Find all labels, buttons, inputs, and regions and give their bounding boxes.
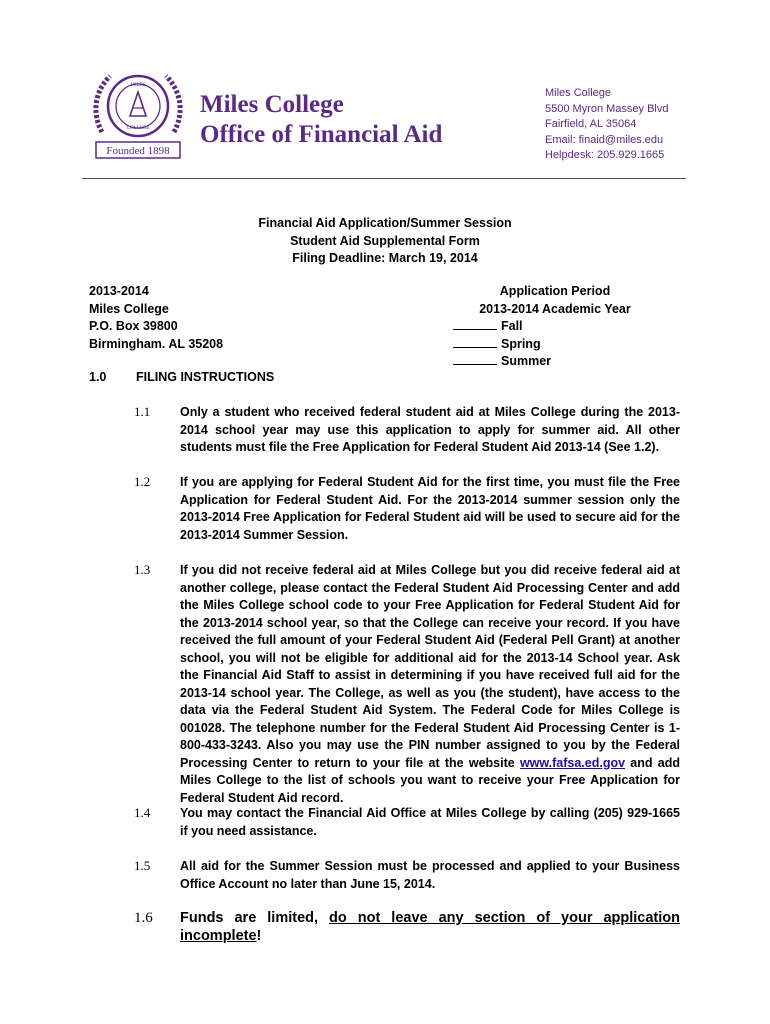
college-title: Miles College	[200, 91, 344, 118]
seal-mid-text: COLLEGE	[126, 126, 150, 131]
item-number: 1.3	[134, 562, 151, 577]
contact-helpdesk: Helpdesk: 205.929.1665	[545, 149, 665, 161]
form-title: Financial Aid Application/Summer Session	[258, 216, 512, 230]
item-text: Only a student who received federal student aid at Miles College during the 2013-2014 school year may use this application to apply for summer aid. All other students must file the Free Application for Federal Student Aid 2013-14 (See 1.2).	[180, 405, 680, 454]
period-option-spring[interactable]	[450, 336, 660, 354]
fafsa-link[interactable]: www.fafsa.ed.gov	[519, 755, 626, 770]
item-text-part: and add Miles College to the list of schools you want to receive your Free Application for Federal Student Aid record.	[180, 755, 680, 805]
address-college: Miles College	[89, 301, 169, 316]
period-title: Application Period	[499, 284, 611, 298]
section-title: FILING INSTRUCTIONS	[136, 370, 275, 384]
period-option-summer[interactable]	[450, 353, 660, 371]
address-pobox: P.O. Box 39800	[89, 319, 178, 333]
summer-blank[interactable]	[453, 353, 497, 365]
item-number: 1.5	[134, 858, 151, 873]
item-number: 1.1	[134, 404, 151, 419]
warning-underlined: do not leave any section of your application incomplete	[180, 910, 681, 944]
item-text: If you are applying for Federal Student Aid for the first time, you must file the Free Application for Federal Student Aid. For the 2013-2014 summer session only the 2013-2014 Free Application for Federal Student aid will be used to secure aid for the 2013-2014 Summer Session.	[180, 475, 680, 542]
address-year: 2013-2014	[89, 284, 149, 298]
mailing-address	[89, 283, 223, 353]
contact-block	[545, 86, 669, 164]
item-text: All aid for the Summer Session must be processed and applied to your Business Office Account no later than June 15, 2014.	[180, 859, 680, 891]
item-text-part: Funds are limited,	[180, 910, 330, 926]
contact-street: 5500 Myron Massey Blvd	[545, 102, 669, 115]
item-text	[180, 562, 680, 807]
period-option-fall[interactable]	[450, 318, 660, 336]
spring-label: Spring	[501, 336, 541, 351]
item-text: You may contact the Financial Aid Office at Miles College by calling (205) 929-1665 if you need assistance.	[180, 806, 680, 838]
header-divider	[82, 178, 686, 179]
contact-city: Fairfield, AL 35064	[545, 118, 637, 130]
seal-ribbon-text: Founded 1898	[106, 145, 170, 157]
fall-blank[interactable]	[453, 318, 497, 330]
item-text-part: !	[256, 927, 262, 944]
application-period	[450, 283, 660, 371]
period-year: 2013-2014 Academic Year	[479, 301, 631, 316]
form-header	[240, 215, 530, 268]
seal-top-text: MILES	[130, 83, 146, 88]
item-number: 1.6	[134, 910, 153, 926]
contact-email[interactable]: Email: finaid@miles.edu	[545, 133, 664, 146]
item-number: 1.2	[134, 474, 151, 489]
item-text-part: If you did not receive federal aid at Miles College but you did receive federal aid at another college, please contact the Federal Student Aid Processing Center and add the Miles College school code to your Free Application for Federal Student Aid for the 2013-2014 school year, so that the College can receive your record. If you have received the full amount of your Federal Student Aid (Federal Pell Grant) at another school, you will not be eligible for additional aid for the 2013-14 School year. Ask the Financial Aid Staff to assist in determining if you have received full aid for the 2013-14 school year. The College, as well as you (the student), have access to the data via the Federal Student Aid System. The Federal Code for Miles College is 001028. The telephone number for the Federal Student Aid Processing Center is 1-800-433-3243. Also you may use the PIN number assigned to you by the Federal Processing Center to return to your file at the website	[180, 563, 680, 770]
address-city: Birmingham. AL 35208	[89, 336, 224, 351]
item-text	[180, 910, 680, 945]
spring-blank[interactable]	[453, 336, 497, 348]
section-number: 1.0	[89, 370, 107, 384]
college-seal	[88, 62, 188, 162]
form-subtitle: Student Aid Supplemental Form	[290, 233, 480, 248]
office-title: Office of Financial Aid	[200, 121, 443, 148]
item-number: 1.4	[134, 805, 151, 820]
section-heading	[89, 370, 274, 384]
contact-name: Miles College	[545, 87, 612, 99]
fall-label: Fall	[501, 319, 523, 333]
filing-deadline: Filing Deadline: March 19, 2014	[292, 251, 478, 265]
summer-label: Summer	[501, 354, 552, 368]
